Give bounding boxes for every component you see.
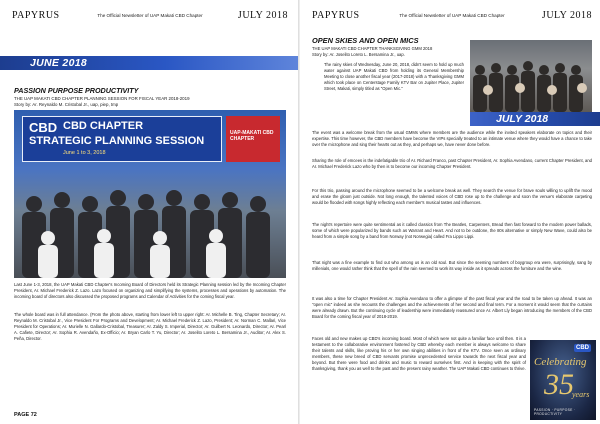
issue-date: JULY 2018 — [237, 9, 288, 21]
side-banner-text: UAP-MAKATI CBD CHAPTER — [230, 130, 274, 142]
promo-number: 35 — [544, 368, 574, 401]
article-paragraph: The event was a welcome break from the usual GMMs where members are the audience while the invited speakers elaborate on topics and their expertise. This time however, the CBD members have become the VIPs specially treated to an intimate venue where they would have a chance to take over the microphone and sing their hearts out as they, and perhaps we, have never done before. — [312, 130, 592, 148]
article-paragraph: The whole board was in full attendance. (From the photo above, starting from lower left to upper right: Ar. Michelle B. Ting, Chapter Secretary; Ar. Reynaldo M. Cristobal Jr., Vice President For Programs and Development; Ar. Michael Frederick Z. Lazo, President; Ar. Norman C. Mallari, Vice President for Operations; Ar. Murielle N. Gallardo-Cristobal, Treasurer; Ar. Zaldy S. Imperial, Director; Ar. Guilbert N. Leonardo, Director; Ar. Pearl A. Cafiete, Director; Ar. Sophia R. Avendaño, Ex-Officio; Ar. Bryan Carlo T. Yu, Director; Ar. Joselito Loreto L. Bersamina Jr., Auditor; Ar. Alex S. Peña, Director. — [14, 312, 286, 342]
banner-cbd-logo: CBD — [29, 120, 58, 135]
newsletter-brand: PAPYRUS — [12, 9, 60, 21]
promo-years-word: years — [572, 390, 590, 399]
page-header — [312, 0, 592, 24]
article-paragraph: The rainy skies of Wednesday, June 20, 2018, didn't seem to hold up much water against UAP Makati CBD from holding its General Membership Meeting to close another fiscal year (2017-2018) with a Thanksgiving GMM which took place on Centerstage Family KTV Bar on Jupiter Place, Jupiter Street, Makati, simply titled as "Open Mic." — [324, 62, 464, 92]
crowd-silhouettes — [470, 40, 592, 112]
group-silhouettes — [14, 160, 286, 278]
month-label: JULY 2018 — [496, 113, 549, 125]
newsletter-brand: PAPYRUS — [312, 9, 360, 21]
page-header — [12, 0, 288, 24]
month-banner — [0, 56, 300, 70]
article-subtitle: THE UAP MAKATI CBD CHAPTER PLANNING SESSION FOR FISCAL YEAR 2018-2019 — [14, 96, 190, 101]
banner-dates: June 1 to 3, 2018 — [63, 150, 106, 156]
article-subtitle: THE UAP MAKATI CBD CHAPTER THANKSGIVING GMM 2018 — [312, 46, 433, 51]
article-paragraph: It was also a time for Chapter President Ar. Sophia Avendano to offer a glimpse of the past fiscal year and the road to be taken up ahead. It was an "open mic" indeed as she recounts the challenges and the achievements of her second and final term. For a moment it would seem that the curtains were already drawn. But the continuing cycle of leadership were immediately reassured once Ar. Albert Lly began introducing the members of the CBD Board for the coming fiscal year of 2018-2019. — [312, 296, 592, 320]
event-banner — [22, 116, 222, 162]
page-number: PAGE 72 — [14, 412, 37, 418]
newsletter-subtitle: The Official Newsletter of UAP Makati CBD Chapter — [399, 12, 505, 18]
promo-script-text: Celebrating — [534, 356, 587, 368]
promo-tagline: PASSION · PURPOSE · PRODUCTIVITY — [534, 408, 576, 416]
article-paragraph: Last June 1-3, 2018, the UAP Makati CBD Chapter's Incoming Board of Directors held its Strategic Planning session led by the Incoming Chapter President, Ar. Michael Frederick Z. Lazo. Lazo focused on organizing and simplifying the systems, processes and operations by automation. The incoming board of directors also discussed the proposed programs and Calendar of Activities for the coming fiscal year. — [14, 282, 286, 300]
month-banner — [470, 112, 600, 126]
article-paragraph: For this trio, passing around the microphone seemed to be a welcome break as well. They search the venue for brave souls willing to uplift the mood and erase the gloom just outside. Not long enough, the talented voices of CBD rose up to the challenge and soon the venue's elaborate carpeting would be flooded with songs highly reflecting each member's musical tastes and influences. — [312, 188, 592, 206]
planning-session-photo — [14, 110, 286, 278]
side-banner — [226, 116, 280, 162]
newsletter-subtitle: The Official Newsletter of UAP Makati CBD Chapter — [97, 12, 203, 18]
article-paragraph: That night was a fine example to find out who among us is an old soul. But since the seeming numbers of boygroup era were, surprisingly, sang by millenials, one would rather think that the spell of the rain seemed to work its way inside as it spreads across the furniture and the wine. — [312, 260, 592, 272]
banner-subtitle: STRATEGIC PLANNING SESSION — [29, 135, 205, 147]
month-label: JUNE 2018 — [30, 57, 87, 69]
anniversary-promo — [530, 340, 596, 420]
article-byline: Story by: Ar. Reynaldo M. Cristobal Jr., uap, piep, tmp — [14, 102, 119, 107]
article-title: OPEN SKIES AND OPEN MICS — [312, 36, 419, 45]
article-title: PASSION PURPOSE PRODUCTIVITY — [14, 86, 139, 95]
issue-date: JULY 2018 — [541, 9, 592, 21]
article-paragraph: The night's repertoire were quite sentimental as it called classics from The Beatles, Carpenters, Bread then fast forward to the modern power ballads, some of which were popularized by bands such as Warrant and Heart. And not to be outdone, the 80s alternative or simply New Wave, could also be heard from a simple song by a band from Norway (not Norwegia) called Fra Lippo Lippi. — [312, 222, 592, 240]
article-paragraph: Sharing the role of emcees is the indefatigable trio of Ar. Richard Franco, past Chapter President, Ar. Sophia Avendano, current Chapter President, and Ar. Michael Frederick Lazo who by then is to become our incoming Chapter President. — [312, 158, 592, 170]
thanksgiving-group-photo — [470, 40, 592, 112]
article-paragraph: Faces old and new makes up CBD's incoming board. Most of which were not quite a familiar face until then. It is a testament to the collaborative environment fostered by CBD whereby each member is always welcome to share their talents and skills, like proving his or her own singing abilities in front of the KTV. Once seen as ordinary members, these new breed of CBD servants promise unprecedented service towards the next fiscal year and beyond. But there were food and drinks and music to reward ourselves first. And in keeping with the spirit of thanksgiving, thank you as well to the past and the present rainy weather. The UAP Makati CBD continues to thrive. — [312, 336, 526, 372]
banner-title: CBD CHAPTER — [63, 120, 144, 132]
cbd-logo: CBD — [576, 345, 589, 351]
article-byline: Story by: Ar. Joselito Loreto L. Bersamina Jr., uap. — [312, 52, 405, 57]
